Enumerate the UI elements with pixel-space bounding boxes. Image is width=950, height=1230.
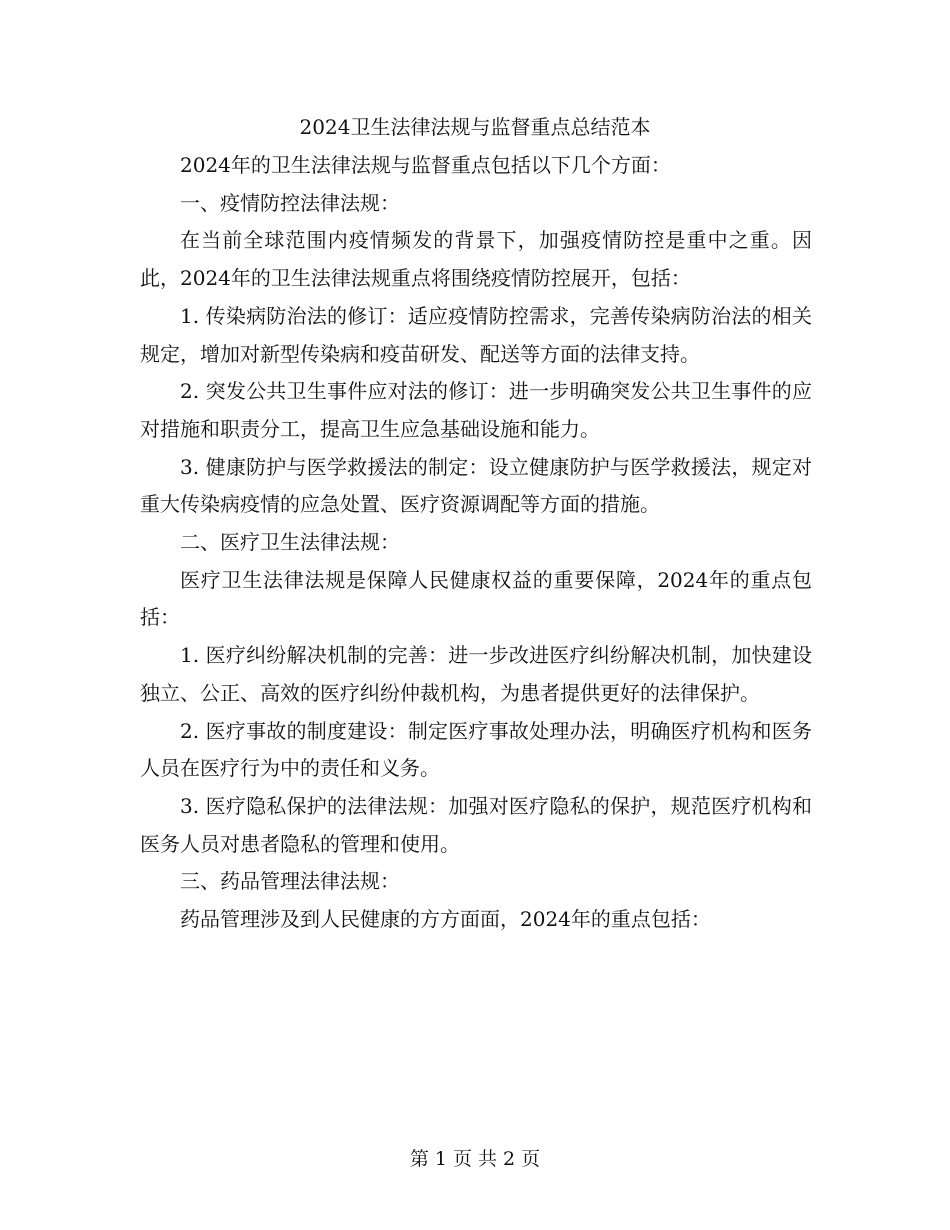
- paragraph-intro: 2024年的卫生法律法规与监督重点包括以下几个方面：: [180, 153, 671, 177]
- list-item: 2. 医疗事故的制度建设：制定医疗事故处理办法，明确医疗机构和医务人员在医疗行为中的责任和义务。: [140, 718, 812, 781]
- list-item: 1. 传染病防治法的修订：适应疫情防控需求，完善传染病防治法的相关规定，增加对新型传染病和疫苗研发、配送等方面的法律支持。: [140, 303, 812, 366]
- section-heading-medical: 二、医疗卫生法律法规：: [180, 530, 400, 555]
- page-footer: 第 1 页 共 2 页: [409, 1148, 541, 1170]
- paragraph: 医疗卫生法律法规是保障人民健康权益的重要保障，2024年的重点包括：: [140, 567, 812, 630]
- document-title: 2024卫生法律法规与监督重点总结范本: [299, 115, 651, 139]
- document-body: [140, 147, 812, 939]
- list-item: 2. 突发公共卫生事件应对法的修订：进一步明确突发公共卫生事件的应对措施和职责分工，提高卫生应急基础设施和能力。: [140, 379, 812, 441]
- list-item: 1. 医疗纠纷解决机制的完善：进一步改进医疗纠纷解决机制，加快建设独立、公正、高效的医疗纠纷仲裁机构，为患者提供更好的法律保护。: [140, 643, 812, 705]
- list-item: 3. 健康防护与医学救援法的制定：设立健康防护与医学救援法，规定对重大传染病疫情的应急处置、医疗资源调配等方面的措施。: [140, 454, 812, 517]
- section-heading-epidemic: 一、疫情防控法律法规：: [180, 190, 400, 215]
- paragraph: 在当前全球范围内疫情频发的背景下，加强疫情防控是重中之重。因此，2024年的卫生法律法规重点将围绕疫情防控展开，包括：: [140, 228, 812, 291]
- list-item: 3. 医疗隐私保护的法律法规：加强对医疗隐私的保护，规范医疗机构和医务人员对患者隐私的管理和使用。: [140, 793, 812, 856]
- section-heading-drugs: 三、药品管理法律法规：: [180, 869, 400, 894]
- paragraph: 药品管理涉及到人民健康的方方面面，2024年的重点包括：: [180, 907, 711, 932]
